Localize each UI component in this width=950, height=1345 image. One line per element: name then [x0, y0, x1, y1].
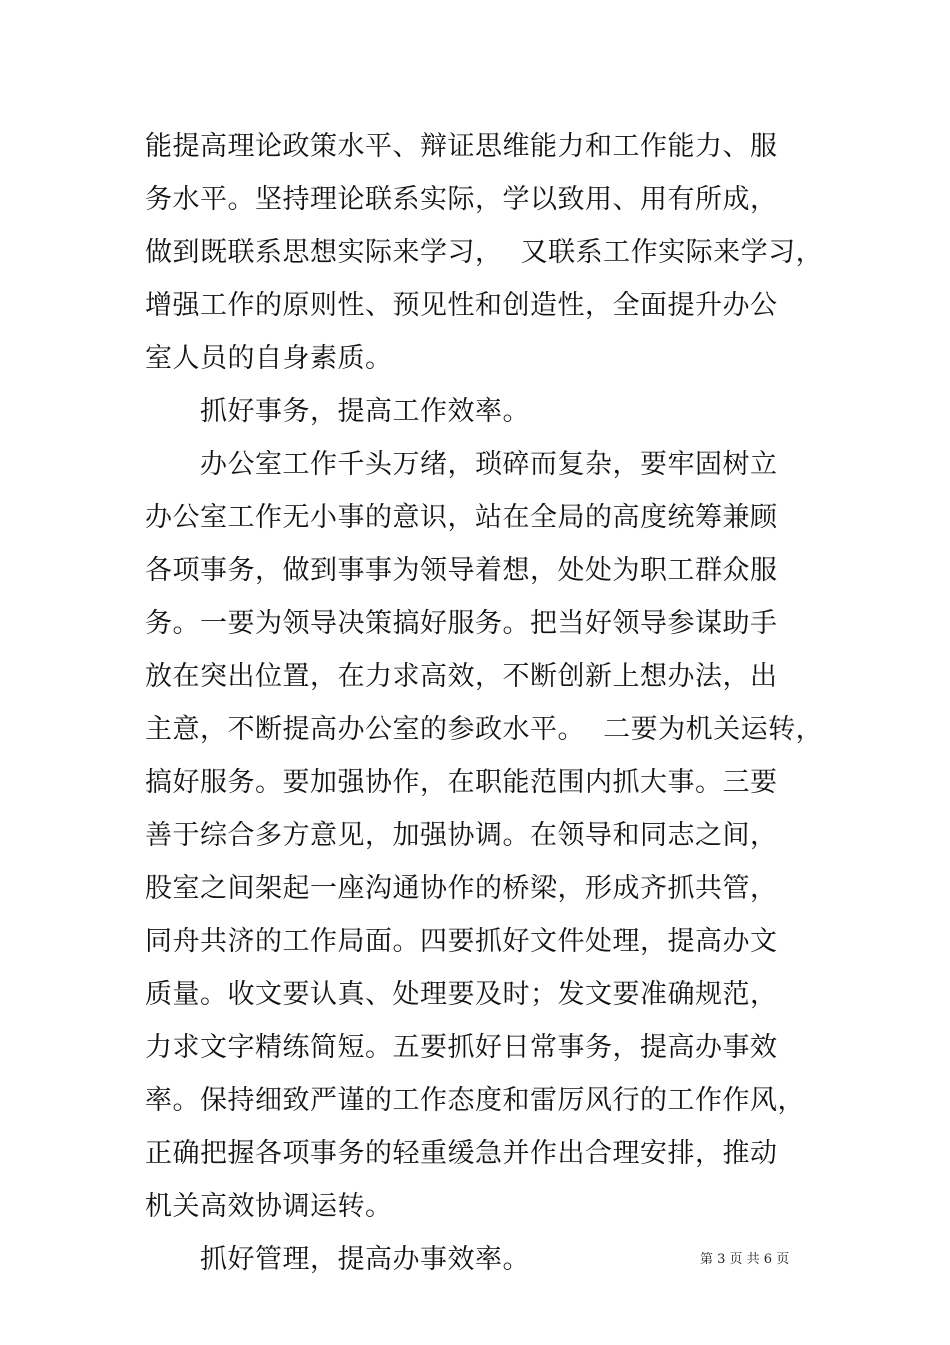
body-text [145, 120, 824, 1286]
text-line: 增强工作的原则性、预见性和创造性，全面提升办公 [145, 290, 778, 321]
page-number: 第 3 页 共 6 页 [700, 1252, 790, 1267]
text-line: 做到既联系思想实际来学习， 又联系工作实际来学习， [145, 237, 824, 268]
text-line: 同舟共济的工作局面。四要抓好文件处理，提高办文 [145, 926, 778, 957]
text-line: 务水平。坚持理论联系实际，学以致用、用有所成， [145, 184, 778, 215]
text-line: 机关高效协调运转。 [145, 1191, 393, 1222]
text-line: 股室之间架起一座沟通协作的桥梁，形成齐抓共管， [145, 873, 778, 904]
section-heading: 抓好管理，提高办事效率。 [200, 1244, 530, 1275]
text-line: 办公室工作无小事的意识，站在全局的高度统筹兼顾 [145, 502, 778, 533]
text-line: 质量。收文要认真、处理要及时；发文要准确规范， [145, 979, 778, 1010]
text-line: 能提高理论政策水平、辩证思维能力和工作能力、服 [145, 131, 778, 162]
text-line: 力求文字精练简短。五要抓好日常事务，提高办事效 [145, 1032, 778, 1063]
text-line: 放在突出位置，在力求高效，不断创新上想办法，出 [145, 661, 778, 692]
text-line: 正确把握各项事务的轻重缓急并作出合理安排，推动 [145, 1138, 778, 1169]
text-line: 主意，不断提高办公室的参政水平。 二要为机关运转， [145, 714, 824, 745]
text-line: 室人员的自身素质。 [145, 343, 393, 374]
text-line: 善于综合多方意见，加强协调。在领导和同志之间， [145, 820, 778, 851]
text-line: 各项事务，做到事事为领导着想，处处为职工群众服 [145, 555, 778, 586]
section-heading: 抓好事务，提高工作效率。 [200, 396, 530, 427]
text-line: 搞好服务。要加强协作，在职能范围内抓大事。三要 [145, 767, 778, 798]
text-line: 务。一要为领导决策搞好服务。把当好领导参谋助手 [145, 608, 778, 639]
paragraph-first-line: 办公室工作千头万绪，琐碎而复杂，要牢固树立 [200, 449, 778, 480]
text-line: 率。保持细致严谨的工作态度和雷厉风行的工作作风， [145, 1085, 805, 1116]
